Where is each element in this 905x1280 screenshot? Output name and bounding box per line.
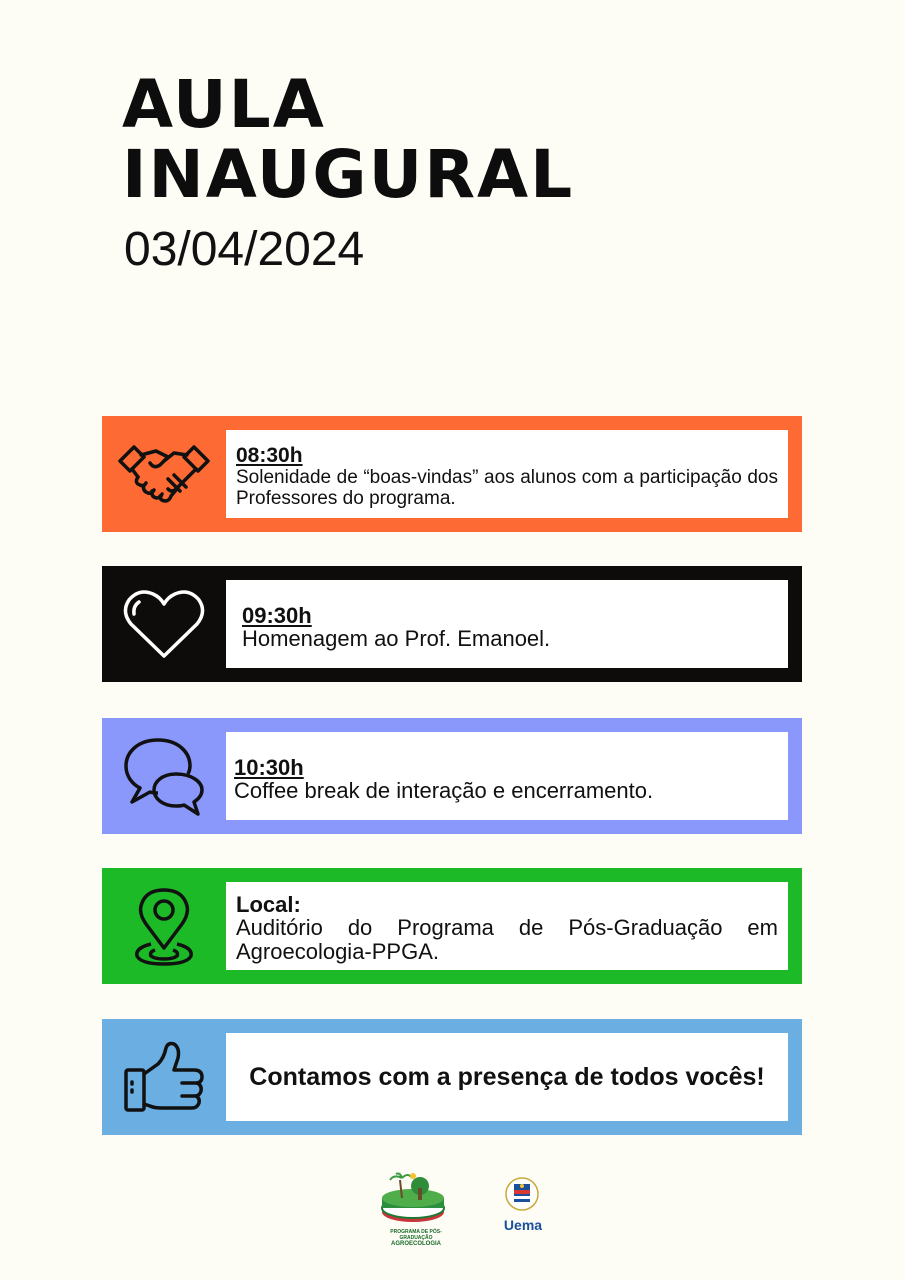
schedule-description: Homenagem ao Prof. Emanoel. xyxy=(242,626,551,651)
schedule-description: Auditório do Programa de Pós-Graduação em Agroecologia-PPGA. xyxy=(236,915,778,964)
schedule-item-local xyxy=(102,868,802,984)
ppga-logo-text-1: PROGRAMA DE PÓS-GRADUAÇÃO xyxy=(390,1229,442,1241)
schedule-item-box xyxy=(226,580,788,668)
thumbs-up-icon xyxy=(102,1019,226,1135)
uema-logo xyxy=(492,1176,554,1238)
schedule-item-box xyxy=(226,732,788,820)
schedule-item-box xyxy=(226,430,788,518)
schedule-item-0830 xyxy=(102,416,802,532)
schedule-item-0930 xyxy=(102,566,802,682)
event-date: 03/04/2024 xyxy=(124,223,365,276)
uema-logo-name: Uema xyxy=(503,1217,543,1233)
handshake-icon xyxy=(102,416,226,532)
partner-logos xyxy=(380,1172,560,1247)
closing-banner xyxy=(102,1019,802,1135)
schedule-label-local: Local: xyxy=(236,892,301,917)
ppga-logo xyxy=(380,1172,452,1247)
title-line-2: INAUGURAL xyxy=(122,136,575,213)
schedule-time: 09:30h xyxy=(242,603,312,628)
closing-message: Contamos com a presença de todos vocês! xyxy=(226,1033,788,1121)
title-line-1: AULA xyxy=(122,66,326,143)
schedule-time: 10:30h xyxy=(234,755,304,780)
page-title xyxy=(122,66,575,213)
schedule-description: Solenidade de “boas-vindas” aos alunos com a participação dos Professores do programa. xyxy=(236,467,778,509)
heart-icon xyxy=(102,566,226,682)
schedule-item-box xyxy=(226,882,788,970)
schedule-item-1030 xyxy=(102,718,802,834)
schedule-time: 08:30h xyxy=(236,444,303,467)
chat-bubbles-icon xyxy=(102,718,226,834)
schedule-description: Coffee break de interação e encerramento. xyxy=(234,778,654,803)
location-pin-icon xyxy=(102,868,226,984)
ppga-logo-text-2: AGROECOLOGIA xyxy=(390,1241,441,1247)
